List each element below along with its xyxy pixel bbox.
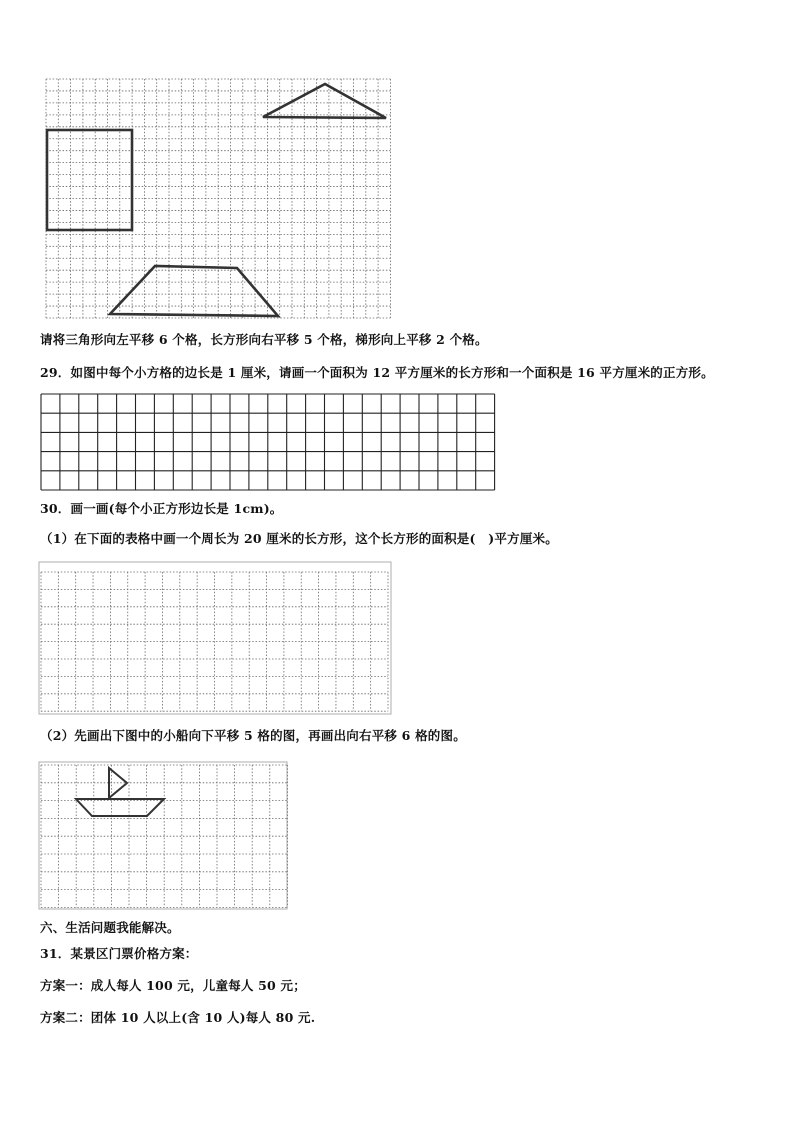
- rectangle-shape: [47, 130, 132, 230]
- q30-title: 30．画一画(每个小正方形边长是 1cm)。: [40, 501, 283, 516]
- triangle-shape: [263, 84, 386, 118]
- plan1-text: 方案一：成人每人 100 元，儿童每人 50 元；: [40, 978, 306, 993]
- area-grid-figure: [40, 393, 496, 491]
- boat-grid-figure: [38, 761, 288, 910]
- plan2-text: 方案二：团体 10 人以上(含 10 人)每人 80 元.: [40, 1010, 316, 1025]
- boat-hull: [76, 799, 164, 816]
- boat-shape: [76, 768, 164, 816]
- q28-instruction: 请将三角形向左平移 6 个格，长方形向右平移 5 个格，梯形向上平移 2 个格。: [40, 332, 488, 347]
- dotted-grid: [41, 572, 388, 711]
- translation-grid-figure: [45, 78, 391, 320]
- dotted-grid: [41, 765, 287, 907]
- q29-text: 29．如图中每个小方格的边长是 1 厘米，请画一个面积为 12 平方厘米的长方形和一个面积是 16 平方厘米的正方形。: [40, 365, 714, 380]
- section6-heading: 六、生活问题我能解决。: [40, 920, 180, 935]
- q30-part1: （1）在下面的表格中画一个周长为 20 厘米的长方形，这个长方形的面积是( )平方厘米。: [40, 531, 558, 546]
- q30-part2: （2）先画出下图中的小船向下平移 5 格的图，再画出向右平移 6 格的图。: [40, 728, 466, 743]
- perimeter-grid-figure: [38, 561, 392, 715]
- q31-title: 31．某景区门票价格方案：: [40, 946, 198, 961]
- dotted-grid: [46, 79, 390, 318]
- solid-grid: [41, 394, 495, 490]
